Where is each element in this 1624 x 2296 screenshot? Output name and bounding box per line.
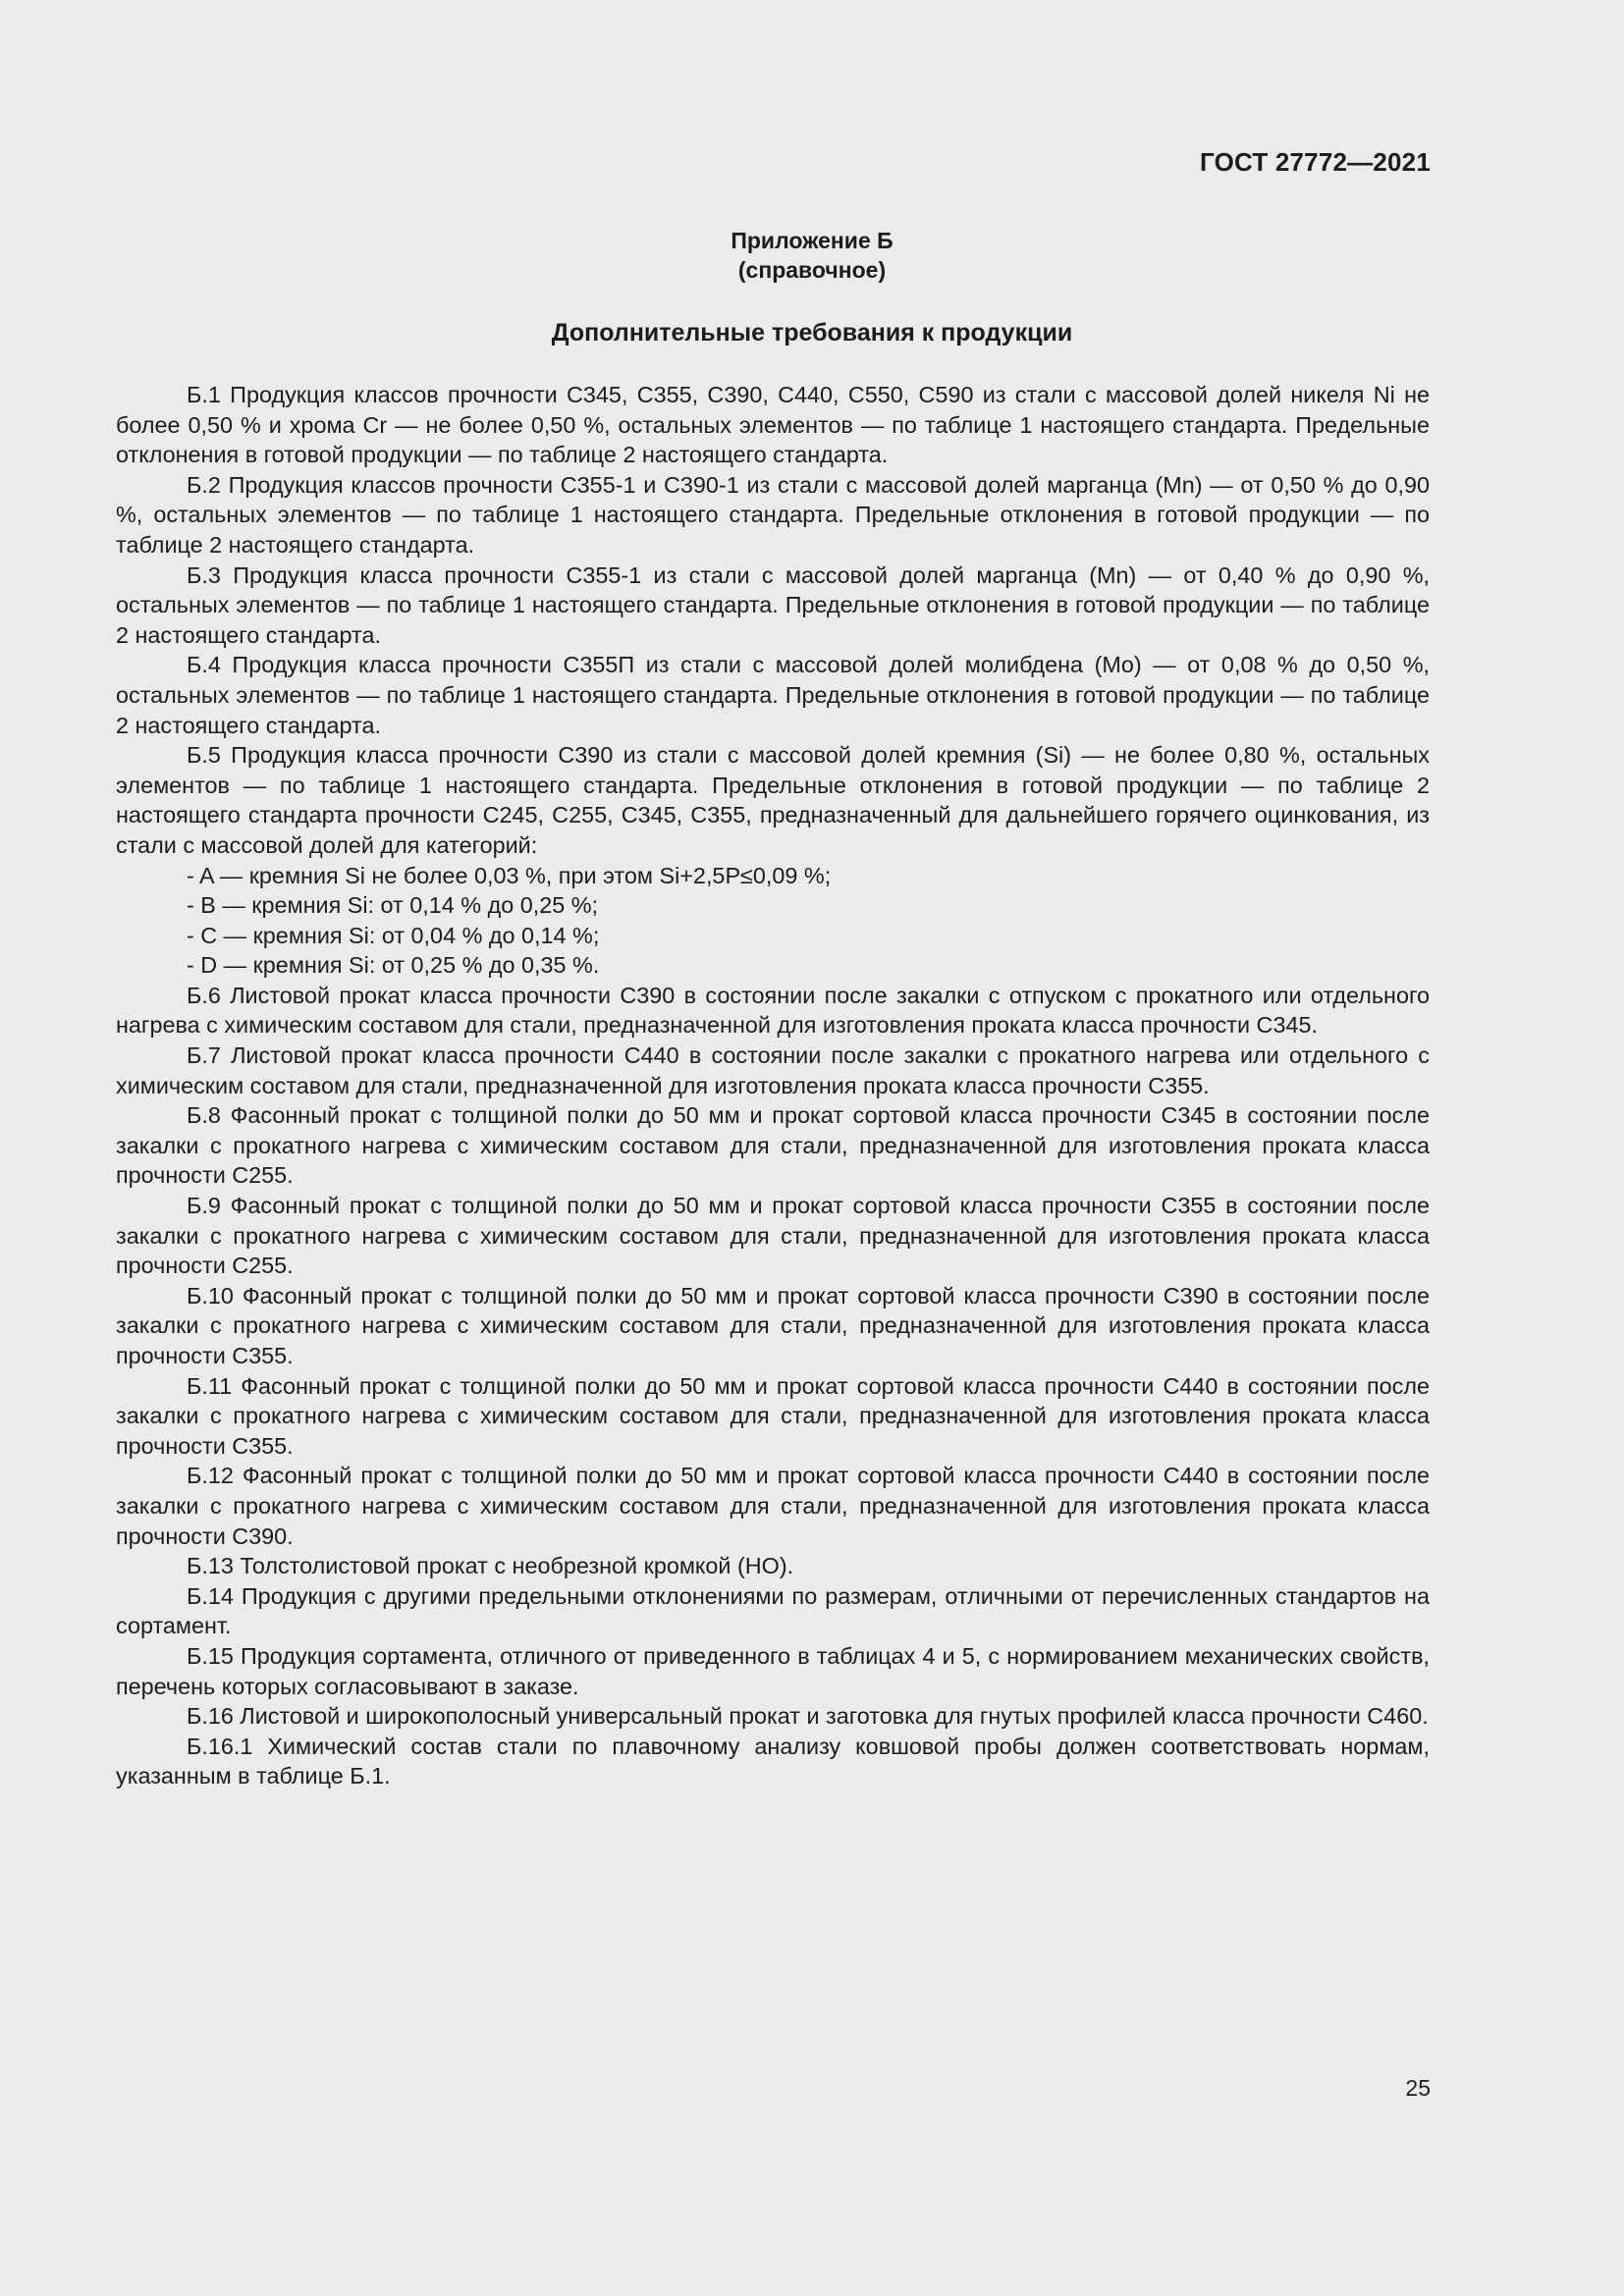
paragraph-b9: Б.9 Фасонный прокат с толщиной полки до 50 мм и прокат сортовой класса прочности С355 в состоянии после закалки с прокатного нагрева с химическим составом для стали, предназначенной для изготовления проката класса прочности С255. [116, 1193, 1430, 1279]
list-item-category-a: - A — кремния Si не более 0,03 %, при этом Si+2,5P≤0,09 %; [187, 862, 832, 888]
list-item-category-d: - D — кремния Si: от 0,25 % до 0,35 %. [187, 952, 600, 979]
paragraph-b12: Б.12 Фасонный прокат с толщиной полки до 50 мм и прокат сортовой класса прочности С440 в состоянии после закалки с прокатного нагрева с химическим составом для стали, предназначенной для изготовления проката класса прочности С390. [116, 1463, 1430, 1549]
list-item-category-c: - C — кремния Si: от 0,04 % до 0,14 %; [187, 922, 600, 948]
paragraph-b5: Б.5 Продукция класса прочности С390 из стали с массовой долей кремния (Si) — не более 0,80 %, остальных элементов — по таблице 1 настоящего стандарта. Предельные отклонения в готовой продукции — по таблице 2 настоящего стандарта прочности С245, С255, С345, С355, предназначенный для дальнейшего горячего оцинкования, из стали с массовой долей для категорий: [116, 742, 1430, 858]
appendix-subtitle: (справочное) [737, 257, 887, 283]
appendix-title: Приложение Б [731, 228, 893, 253]
page-number: 25 [1405, 2075, 1431, 2101]
paragraph-b3: Б.3 Продукция класса прочности С355-1 из стали с массовой долей марганца (Mn) — от 0,40 % до 0,90 %, остальных элементов — по таблице 1 настоящего стандарта. Предельные отклонения в готовой продукции — по таблице 2 настоящего стандарта. [116, 561, 1430, 648]
appendix-heading [0, 226, 1624, 285]
paragraph-b16: Б.16 Листовой и широкополосный универсальный прокат и заготовка для гнутых профилей класса прочности С460. [187, 1703, 1429, 1730]
paragraph-b14: Б.14 Продукция с другими предельными отклонениями по размерам, отличными от перечисленных стандартов на сортамент. [116, 1582, 1430, 1639]
paragraph-b15: Б.15 Продукция сортамента, отличного от приведенного в таблицах 4 и 5, с нормированием механических свойств, перечень которых согласовывают в заказе. [116, 1642, 1430, 1699]
document-body [116, 380, 1430, 1791]
paragraph-b16-1: Б.16.1 Химический состав стали по плавочному анализу ковшовой пробы должен соответствовать нормам, указанным в таблице Б.1. [116, 1733, 1430, 1789]
section-title: Дополнительные требования к продукции [551, 319, 1073, 347]
paragraph-b4: Б.4 Продукция класса прочности С355П из стали с массовой долей молибдена (Mo) — от 0,08 % до 0,50 %, остальных элементов — по таблице 1 настоящего стандарта. Предельные отклонения в готовой продукции — по таблице 2 настоящего стандарта. [116, 652, 1430, 738]
paragraph-b13: Б.13 Толстолистовой прокат с необрезной кромкой (НО). [187, 1553, 794, 1579]
paragraph-b2: Б.2 Продукция классов прочности С355-1 и С390-1 из стали с массовой долей марганца (Mn) — от 0,50 % до 0,90 %, остальных элементов — по таблице 1 настоящего стандарта. Предельные отклонения в готовой продукции — по таблице 2 настоящего стандарта. [116, 471, 1430, 558]
paragraph-b1: Б.1 Продукция классов прочности С345, С355, С390, С440, С550, С590 из стали с массовой долей никеля Ni не более 0,50 % и хрома Cr — не более 0,50 %, остальных элементов — по таблице 1 настоящего стандарта. Предельные отклонения в готовой продукции — по таблице 2 настоящего стандарта. [116, 382, 1430, 468]
paragraph-b11: Б.11 Фасонный прокат с толщиной полки до 50 мм и прокат сортовой класса прочности С440 в состоянии после закалки с прокатного нагрева с химическим составом для стали, предназначенной для изготовления проката класса прочности С355. [116, 1372, 1430, 1459]
paragraph-b6: Б.6 Листовой прокат класса прочности С390 в состоянии после закалки с отпуском с прокатного или отдельного нагрева с химическим составом для стали, предназначенной для изготовления проката класса прочности С345. [116, 982, 1430, 1039]
paragraph-b10: Б.10 Фасонный прокат с толщиной полки до 50 мм и прокат сортовой класса прочности С390 в состоянии после закалки с прокатного нагрева с химическим составом для стали, предназначенной для изготовления проката класса прочности С355. [116, 1282, 1430, 1368]
standard-code: ГОСТ 27772—2021 [1200, 147, 1431, 177]
paragraph-b7: Б.7 Листовой прокат класса прочности С440 в состоянии после закалки с прокатного нагрева или отдельного с химическим составом для стали, предназначенной для изготовления проката класса прочности С355. [116, 1042, 1430, 1098]
paragraph-b8: Б.8 Фасонный прокат с толщиной полки до 50 мм и прокат сортовой класса прочности С345 в состоянии после закалки с прокатного нагрева с химическим составом для стали, предназначенной для изготовления проката класса прочности С255. [116, 1102, 1430, 1189]
list-item-category-b: - B — кремния Si: от 0,14 % до 0,25 %; [187, 892, 599, 919]
